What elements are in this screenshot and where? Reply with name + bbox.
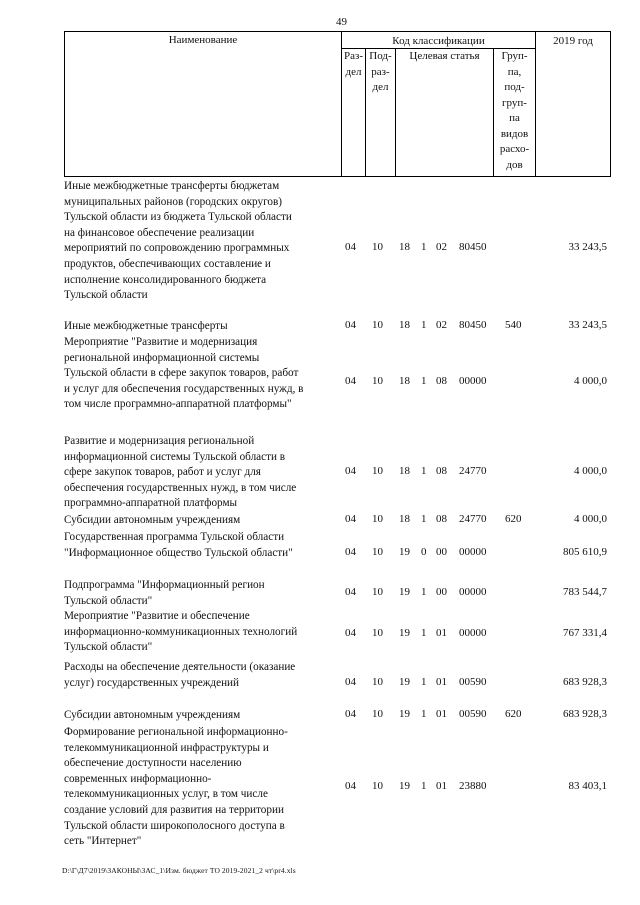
- code-subprogram: 1: [421, 241, 427, 253]
- code-subprogram: 1: [421, 676, 427, 688]
- row-name: Мероприятие "Развитие и обеспечение информационно-коммуникационных технологий Тульской области": [64, 610, 298, 654]
- code-subsection: 10: [372, 375, 383, 387]
- row-name: Иные межбюджетные трансферты: [64, 320, 228, 332]
- row-name: Субсидии автономным учреждениям: [64, 514, 241, 526]
- code-subsection: 10: [372, 708, 383, 720]
- table-row: [0, 375, 640, 391]
- row-name: Развитие и модернизация региональной информационной системы Тульской области в сфере закупок товаров, работ и услуг для обеспечения государственных нужд, в том числе программно-аппаратной платформы: [64, 435, 297, 510]
- file-path-footer: D:\Г\Д7\2019\ЗАКОНЫ\ЗАС_1\Изм. бюджет ТО 2019-2021_2 чт\pr4.xls: [62, 866, 296, 875]
- code-group: 540: [505, 319, 522, 331]
- table-header: [64, 31, 611, 177]
- row-name: Иные межбюджетные трансферты бюджетам муниципальных районов (городских округов) Тульской области из бюджета Тульской области на финансовое обеспечение реализации мероприятий по сопровождению программных продуктов, обеспечивающих составление и исполнение консолидированного бюджета Тульской области: [64, 180, 292, 302]
- code-subprogram: 1: [421, 627, 427, 639]
- header-target-article-label: Целевая статья: [409, 50, 480, 62]
- table-row: [0, 241, 640, 257]
- code-program: 18: [399, 241, 410, 253]
- row-name: Формирование региональной информационно- телекоммуникационной инфраструктуры и обеспечение доступности населению современных информационно- телекоммуникационных услуг, в том числе создание условий для развития на территории Тульской области широкополосного доступа в сеть "Интернет": [64, 726, 288, 848]
- code-subprogram: 1: [421, 513, 427, 525]
- code-program: 19: [399, 708, 410, 720]
- code-subprogram: 1: [421, 375, 427, 387]
- code-section: 04: [345, 627, 356, 639]
- table-row: [0, 780, 640, 796]
- code-subsection: 10: [372, 586, 383, 598]
- code-subsection: 10: [372, 780, 383, 792]
- table-row: [0, 513, 640, 529]
- code-subprogram: 1: [421, 780, 427, 792]
- table-row: [0, 586, 640, 602]
- header-year-label: 2019 год: [553, 35, 593, 47]
- code-subsection: 10: [372, 513, 383, 525]
- code-group: 620: [505, 513, 522, 525]
- code-measure: 02: [436, 241, 447, 253]
- row-name: Мероприятие "Развитие и модернизация региональной информационной системы Тульской области в сфере закупок товаров, работ и услуг для обеспечения государственных нужд, в том числе программно-аппаратной платформы": [64, 336, 304, 411]
- code-section: 04: [345, 513, 356, 525]
- header-group-label: Груп- па, под- груп- па видов расхо- дов: [499, 50, 530, 171]
- code-measure: 00: [436, 546, 447, 558]
- code-section: 04: [345, 375, 356, 387]
- code-program: 18: [399, 513, 410, 525]
- code-subprogram: 1: [421, 465, 427, 477]
- amount: 683 928,3: [563, 676, 607, 688]
- amount: 4 000,0: [574, 465, 607, 477]
- code-measure: 08: [436, 465, 447, 477]
- code-subprogram: 1: [421, 586, 427, 598]
- row-name: Расходы на обеспечение деятельности (оказание услуг) государственных учреждений: [64, 661, 296, 689]
- code-section: 04: [345, 780, 356, 792]
- code-direction: 80450: [459, 241, 487, 253]
- code-section: 04: [345, 319, 356, 331]
- code-direction: 24770: [459, 513, 487, 525]
- amount: 4 000,0: [574, 375, 607, 387]
- code-section: 04: [345, 546, 356, 558]
- row-name: Субсидии автономным учреждениям: [64, 709, 241, 721]
- header-name: Наименование: [168, 34, 238, 46]
- code-measure: 02: [436, 319, 447, 331]
- amount: 4 000,0: [574, 513, 607, 525]
- code-measure: 01: [436, 780, 447, 792]
- code-subsection: 10: [372, 627, 383, 639]
- table-row: [0, 708, 640, 724]
- code-direction: 23880: [459, 780, 487, 792]
- code-direction: 00000: [459, 627, 487, 639]
- code-direction: 24770: [459, 465, 487, 477]
- amount: 767 331,4: [563, 627, 607, 639]
- code-group: 620: [505, 708, 522, 720]
- code-program: 19: [399, 676, 410, 688]
- code-subsection: 10: [372, 241, 383, 253]
- code-subsection: 10: [372, 676, 383, 688]
- code-direction: 00000: [459, 375, 487, 387]
- table-row: [0, 676, 640, 692]
- table-row: [0, 319, 640, 335]
- code-direction: 80450: [459, 319, 487, 331]
- amount: 33 243,5: [568, 241, 607, 253]
- code-direction: 00590: [459, 708, 487, 720]
- code-measure: 00: [436, 586, 447, 598]
- code-section: 04: [345, 465, 356, 477]
- header-target-article: [395, 48, 493, 176]
- amount: 33 243,5: [568, 319, 607, 331]
- code-subprogram: 1: [421, 708, 427, 720]
- amount: 783 544,7: [563, 586, 607, 598]
- page-number: 49: [336, 16, 347, 28]
- code-program: 19: [399, 627, 410, 639]
- header-classification-label: Код классификации: [392, 35, 485, 47]
- code-section: 04: [345, 586, 356, 598]
- code-measure: 01: [436, 627, 447, 639]
- code-program: 19: [399, 586, 410, 598]
- code-program: 18: [399, 319, 410, 331]
- code-direction: 00000: [459, 586, 487, 598]
- code-program: 19: [399, 546, 410, 558]
- header-section-label: Раз- дел: [343, 50, 363, 78]
- code-direction: 00590: [459, 676, 487, 688]
- code-section: 04: [345, 708, 356, 720]
- code-subsection: 10: [372, 465, 383, 477]
- code-subsection: 10: [372, 319, 383, 331]
- table-row: [0, 465, 640, 481]
- amount: 683 928,3: [563, 708, 607, 720]
- code-measure: 08: [436, 375, 447, 387]
- code-section: 04: [345, 676, 356, 688]
- header-year: [535, 32, 610, 176]
- code-section: 04: [345, 241, 356, 253]
- code-program: 18: [399, 465, 410, 477]
- code-subsection: 10: [372, 546, 383, 558]
- table-row: [0, 627, 640, 643]
- code-measure: 01: [436, 708, 447, 720]
- row-name: Государственная программа Тульской области "Информационное общество Тульской области": [64, 531, 293, 559]
- code-program: 19: [399, 780, 410, 792]
- code-subprogram: 0: [421, 546, 427, 558]
- code-measure: 08: [436, 513, 447, 525]
- table-row: [0, 546, 640, 562]
- code-subprogram: 1: [421, 319, 427, 331]
- code-program: 18: [399, 375, 410, 387]
- code-direction: 00000: [459, 546, 487, 558]
- code-measure: 01: [436, 676, 447, 688]
- amount: 83 403,1: [568, 780, 607, 792]
- row-name: Подпрограмма "Информационный регион Тульской области": [64, 579, 265, 607]
- amount: 805 610,9: [563, 546, 607, 558]
- header-subsection-label: Под- раз- дел: [369, 50, 392, 93]
